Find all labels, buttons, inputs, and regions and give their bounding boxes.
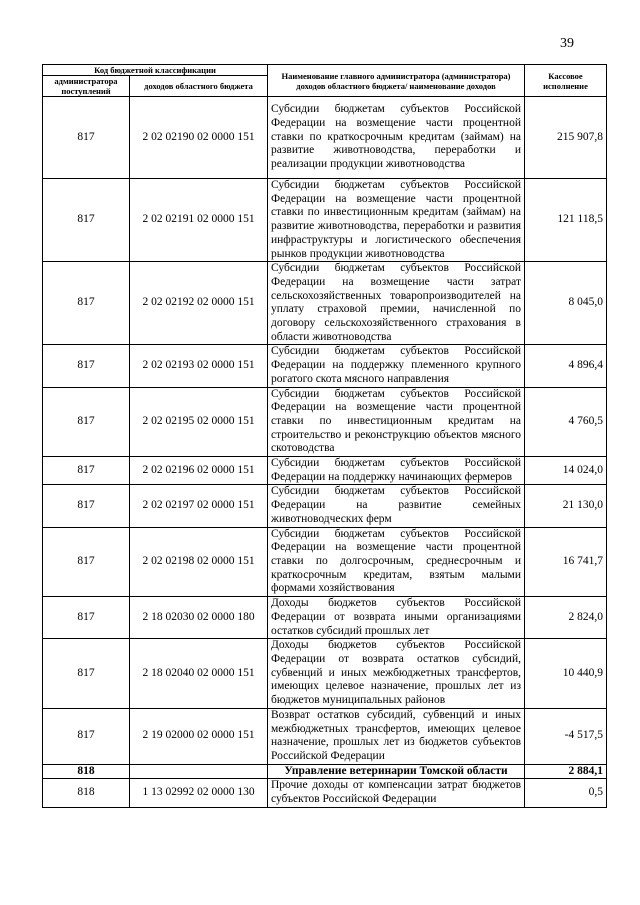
amount-cell: 14 024,0 xyxy=(525,457,607,485)
income-code-cell: 2 02 02196 02 0000 151 xyxy=(130,457,268,485)
admin-code-cell: 817 xyxy=(43,597,130,639)
admin-code-cell: 817 xyxy=(43,97,130,179)
income-code-cell: 2 18 02030 02 0000 180 xyxy=(130,597,268,639)
amount-cell: 2 884,1 xyxy=(525,764,607,779)
name-column-header: Наименование главного администратора (администратора) доходов областного бюджета/ наименование доходов xyxy=(268,65,525,97)
income-name-cell: Возврат остатков субсидий, субвенций и иных межбюджетных трансфертов, имеющих целевое назначение, прошлых лет из бюджетов субъектов Российской Федерации xyxy=(268,708,525,764)
table-row xyxy=(43,764,607,779)
income-code-cell: 2 02 02198 02 0000 151 xyxy=(130,527,268,597)
income-code-cell: 2 18 02040 02 0000 151 xyxy=(130,639,268,709)
admin-code-cell: 817 xyxy=(43,262,130,345)
income-name-cell: Субсидии бюджетам субъектов Российской Федерации на возмещение части процентной ставки по инвестиционным кредитам на строительство и реконструкцию объектов мясного скотоводства xyxy=(268,387,525,457)
income-code-cell: 2 02 02192 02 0000 151 xyxy=(130,262,268,345)
table-row xyxy=(43,527,607,597)
income-code-cell xyxy=(130,764,268,779)
income-code-cell: 2 02 02191 02 0000 151 xyxy=(130,179,268,262)
admin-code-cell: 817 xyxy=(43,387,130,457)
table-row xyxy=(43,639,607,709)
table-row xyxy=(43,457,607,485)
admin-column-header: администратора поступлений xyxy=(43,76,130,97)
table-row xyxy=(43,262,607,345)
table-row xyxy=(43,779,607,807)
amount-cell: -4 517,5 xyxy=(525,708,607,764)
amount-cell: 10 440,9 xyxy=(525,639,607,709)
admin-code-cell: 817 xyxy=(43,639,130,709)
income-code-cell: 2 02 02195 02 0000 151 xyxy=(130,387,268,457)
income-name-cell: Субсидии бюджетам субъектов Российской Федерации на поддержку племенного крупного рогатого скота мясного направления xyxy=(268,345,525,387)
admin-code-cell: 817 xyxy=(43,179,130,262)
admin-code-cell: 817 xyxy=(43,485,130,527)
income-name-cell: Субсидии бюджетам субъектов Российской Федерации на развитие семейных животноводческих ферм xyxy=(268,485,525,527)
header-row-top xyxy=(43,65,607,76)
table-row xyxy=(43,485,607,527)
amount-cell: 121 118,5 xyxy=(525,179,607,262)
table-row xyxy=(43,708,607,764)
table-row xyxy=(43,97,607,179)
table-row xyxy=(43,179,607,262)
income-name-cell: Субсидии бюджетам субъектов Российской Федерации на поддержку начинающих фермеров xyxy=(268,457,525,485)
admin-code-cell: 817 xyxy=(43,708,130,764)
amount-cell: 215 907,8 xyxy=(525,97,607,179)
income-code-cell: 2 19 02000 02 0000 151 xyxy=(130,708,268,764)
income-name-cell: Управление ветеринарии Томской области xyxy=(268,764,525,779)
amount-cell: 0,5 xyxy=(525,779,607,807)
admin-code-cell: 818 xyxy=(43,764,130,779)
page-number: 39 xyxy=(560,36,574,51)
amount-cell: 8 045,0 xyxy=(525,262,607,345)
budget-table xyxy=(42,64,607,808)
income-code-cell: 2 02 02190 02 0000 151 xyxy=(130,97,268,179)
income-code-column-header: доходов областного бюджета xyxy=(130,76,268,97)
amount-cell: 21 130,0 xyxy=(525,485,607,527)
admin-code-cell: 818 xyxy=(43,779,130,807)
admin-code-cell: 817 xyxy=(43,457,130,485)
amount-cell: 4 896,4 xyxy=(525,345,607,387)
income-name-cell: Субсидии бюджетам субъектов Российской Федерации на возмещение части процентной ставки по краткосрочным кредитам (займам) на развитие животноводства, переработки и реализации продукции животноводства xyxy=(268,97,525,179)
amount-cell: 16 741,7 xyxy=(525,527,607,597)
income-code-cell: 1 13 02992 02 0000 130 xyxy=(130,779,268,807)
amount-cell: 4 760,5 xyxy=(525,387,607,457)
table-row xyxy=(43,597,607,639)
amount-column-header: Кассовое исполнение xyxy=(525,65,607,97)
admin-code-cell: 817 xyxy=(43,345,130,387)
income-name-cell: Прочие доходы от компенсации затрат бюджетов субъектов Российской Федерации xyxy=(268,779,525,807)
income-name-cell: Субсидии бюджетам субъектов Российской Федерации на возмещение части затрат сельскохозяйственных товаропроизводителей на уплату страховой премии, начисленной по договору сельскохозяйственного страхования в области животноводства xyxy=(268,262,525,345)
income-code-cell: 2 02 02193 02 0000 151 xyxy=(130,345,268,387)
classification-group-header: Код бюджетной классификации xyxy=(43,65,268,76)
income-name-cell: Доходы бюджетов субъектов Российской Федерации от возврата иными организациями остатков субсидий прошлых лет xyxy=(268,597,525,639)
table-row xyxy=(43,345,607,387)
amount-cell: 2 824,0 xyxy=(525,597,607,639)
table-row xyxy=(43,387,607,457)
income-name-cell: Субсидии бюджетам субъектов Российской Федерации на возмещение части процентной ставки по инвестиционным кредитам (займам) на развитие животноводства, переработки и развития инфраструктуры и логистического обеспечения рынков продукции животноводства xyxy=(268,179,525,262)
table-body xyxy=(43,97,607,808)
admin-code-cell: 817 xyxy=(43,527,130,597)
income-code-cell: 2 02 02197 02 0000 151 xyxy=(130,485,268,527)
income-name-cell: Доходы бюджетов субъектов Российской Федерации от возврата остатков субсидий, субвенций и иных межбюджетных трансфертов, имеющих целевое назначение, прошлых лет из бюджетов муниципальных районов xyxy=(268,639,525,709)
income-name-cell: Субсидии бюджетам субъектов Российской Федерации на возмещение части процентной ставки по долгосрочным, среднесрочным и краткосрочным кредитам, взятым малыми формами хозяйствования xyxy=(268,527,525,597)
